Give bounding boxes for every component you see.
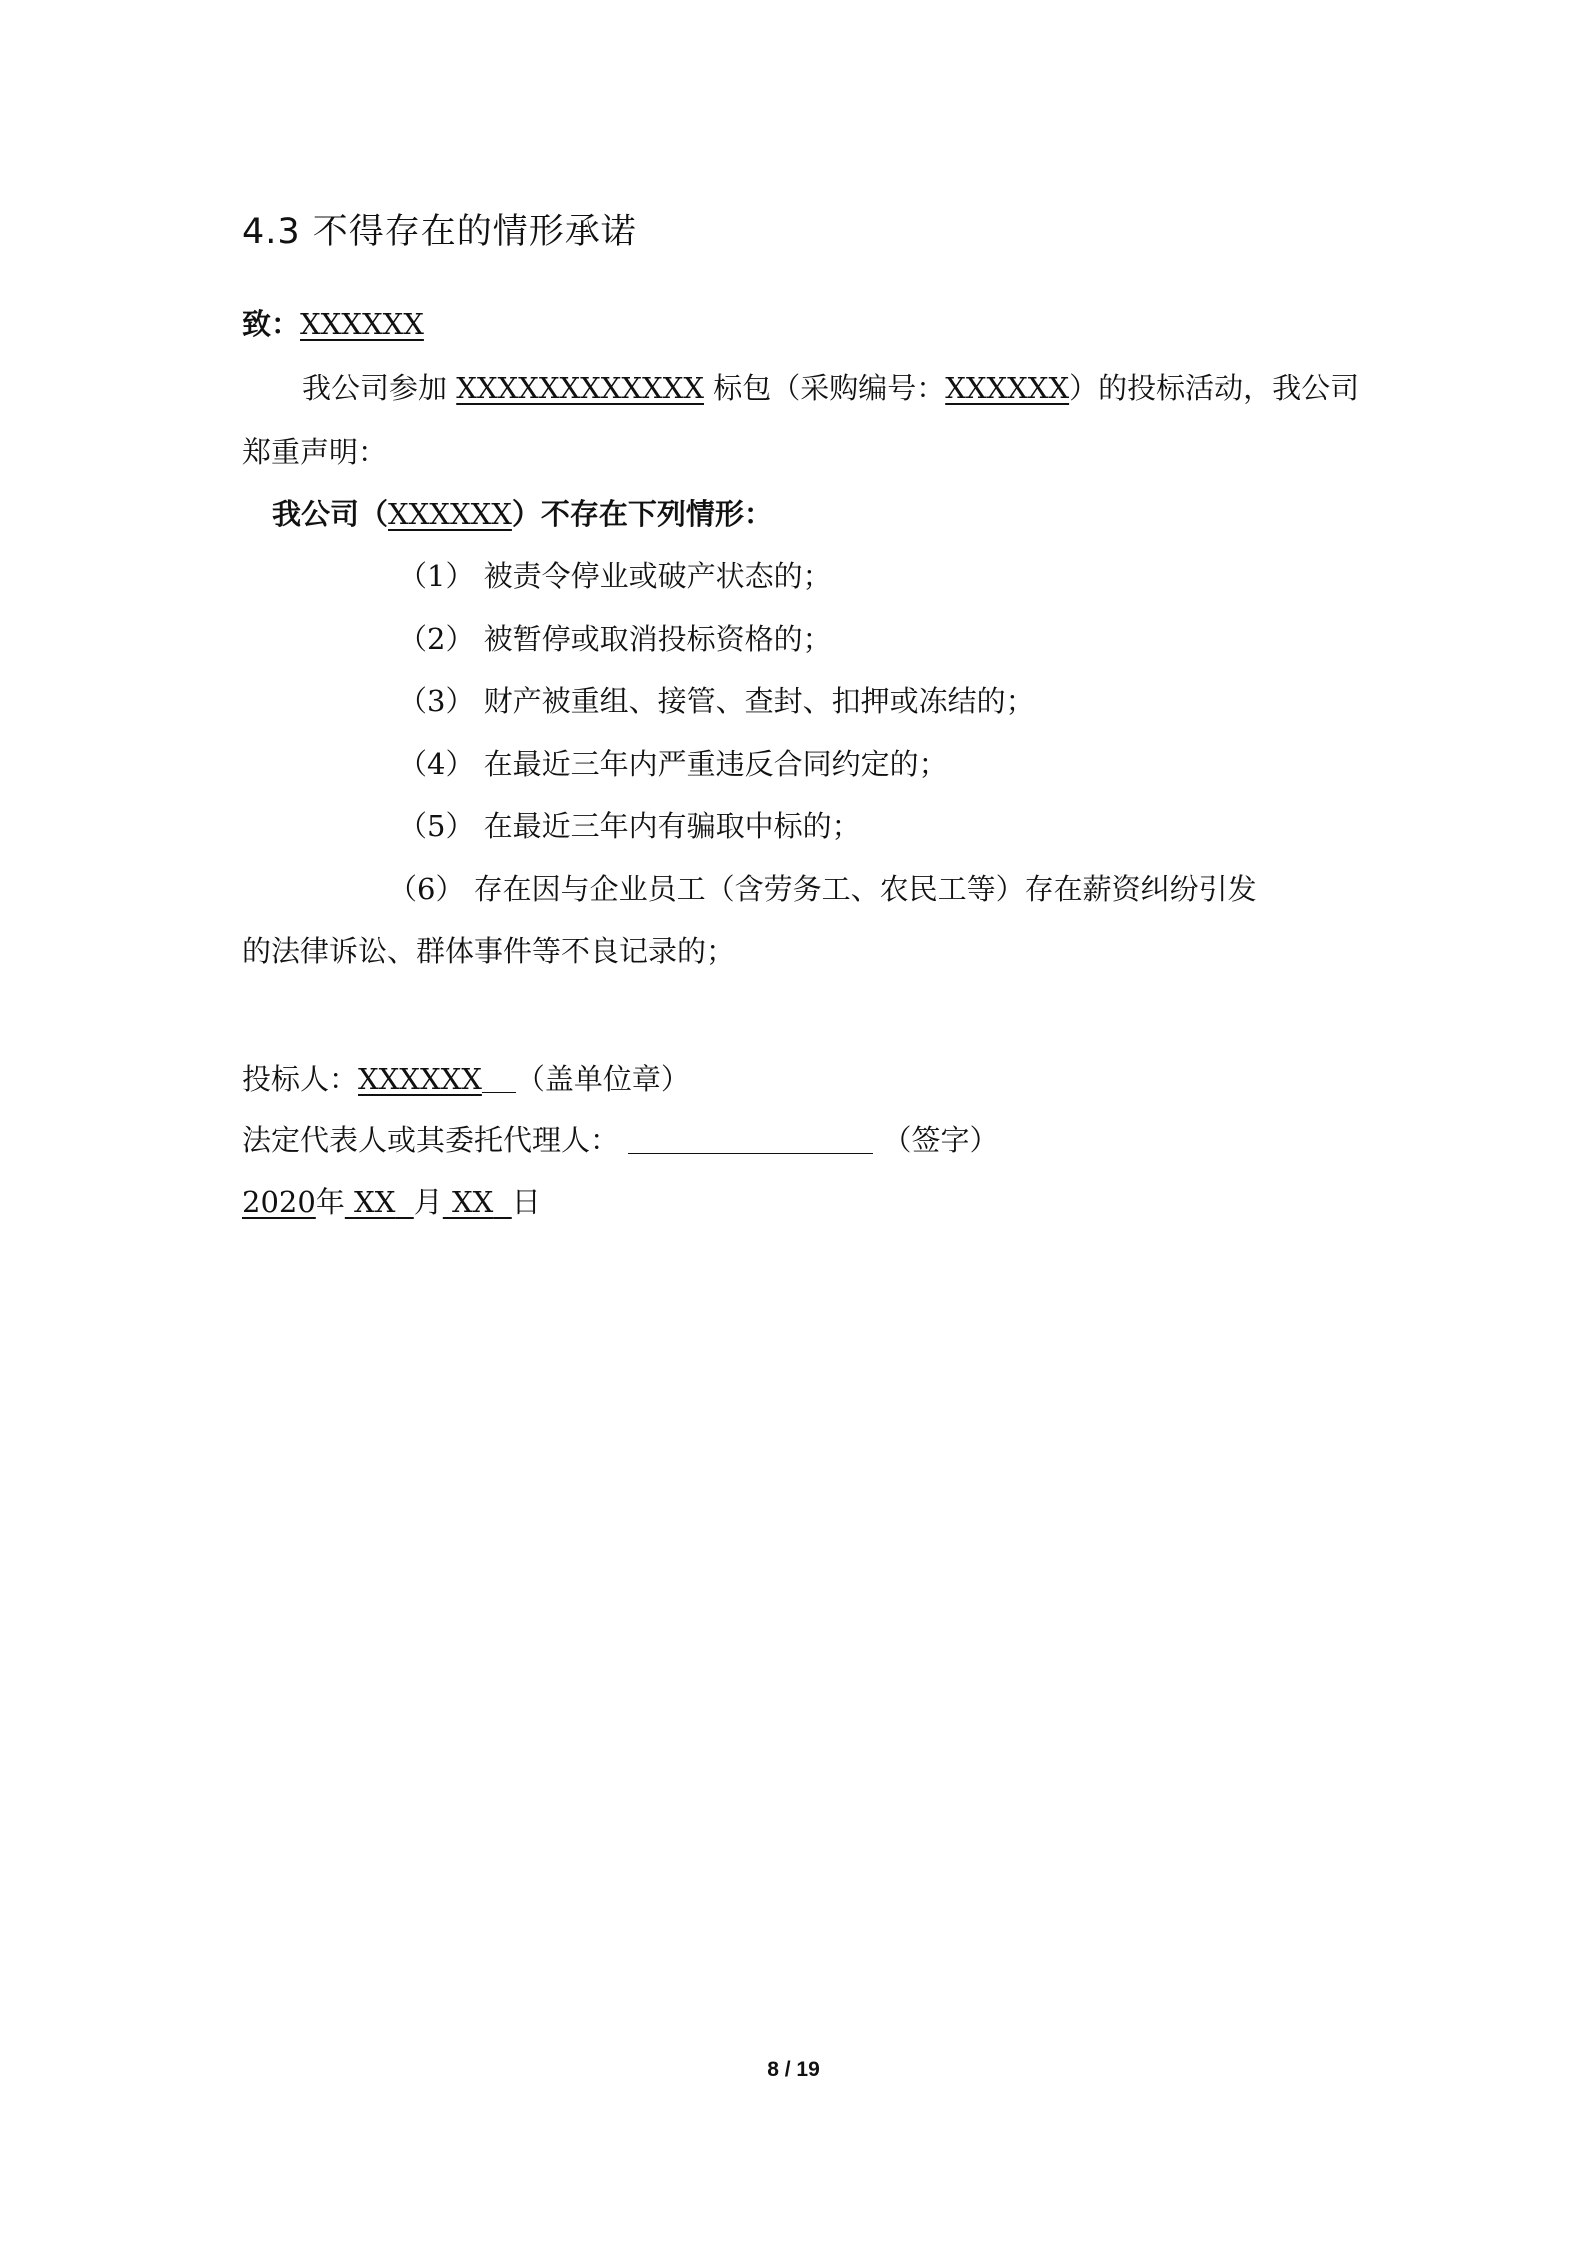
addressee-value: XXXXXX <box>300 307 424 341</box>
date-month <box>345 1185 414 1219</box>
date-day <box>443 1185 512 1219</box>
list-item-cont: 的法律诉讼、群体事件等不良记录的； <box>242 934 736 968</box>
declaration-text: 我公司（ <box>272 497 389 531</box>
month-unit: 月 <box>413 1185 443 1219</box>
list-item <box>398 621 832 657</box>
item-number: （6） <box>388 872 465 906</box>
section-title: 4.3 不得存在的情形承诺 <box>242 212 637 252</box>
representative-line <box>242 1122 998 1158</box>
project-name: XXXXXXXXXXXX <box>456 371 704 405</box>
signature-blank <box>628 1125 873 1154</box>
date-line <box>242 1184 541 1220</box>
item-number: （4） <box>398 747 475 781</box>
list-item <box>398 558 832 594</box>
bidder-value: XXXXXX <box>358 1062 482 1096</box>
date-year: 2020 <box>242 1185 316 1219</box>
page-number: 8 / 19 <box>767 2058 820 2081</box>
item-text: 被暂停或取消投标资格的； <box>483 622 832 656</box>
item-text: 在最近三年内严重违反合同约定的； <box>483 747 948 781</box>
bidder-label: 投标人： <box>242 1062 359 1096</box>
bidder-line <box>242 1061 690 1097</box>
item-text: 财产被重组、接管、查封、扣押或冻结的； <box>483 684 1035 718</box>
list-item <box>398 808 861 844</box>
item-text: 在最近三年内有骗取中标的； <box>483 809 861 843</box>
item-number: （2） <box>398 622 475 656</box>
list-item <box>388 871 1257 907</box>
month-value: XX <box>354 1185 396 1219</box>
item-text: 存在因与企业员工（含劳务工、农民工等）存在薪资纠纷引发 <box>473 872 1257 906</box>
item-number: （3） <box>398 684 475 718</box>
declaration-text: ）不存在下列情形： <box>511 497 773 531</box>
company-name: XXXXXX <box>388 497 512 531</box>
addressee-prefix: 致： <box>242 307 301 341</box>
representative-label: 法定代表人或其委托代理人： <box>242 1123 620 1157</box>
intro-text: 标包（采购编号： <box>713 371 946 405</box>
year-unit: 年 <box>315 1185 345 1219</box>
item-text: 被责令停业或破产状态的； <box>483 559 832 593</box>
intro-paragraph <box>302 370 1359 406</box>
day-value: XX <box>452 1185 494 1219</box>
declaration-line <box>272 496 773 532</box>
day-unit: 日 <box>511 1185 541 1219</box>
representative-note: （签字） <box>882 1123 999 1157</box>
list-item <box>398 683 1035 719</box>
item-number: （1） <box>398 559 475 593</box>
intro-paragraph-cont: 郑重声明： <box>242 435 388 469</box>
bidder-blank <box>482 1064 516 1093</box>
bidder-note: （盖单位章） <box>515 1062 690 1096</box>
addressee-line <box>242 306 424 342</box>
intro-text: 我公司参加 <box>302 371 448 405</box>
list-item <box>398 746 948 782</box>
item-number: （5） <box>398 809 475 843</box>
intro-text: ）的投标活动，我公司 <box>1069 371 1360 405</box>
procurement-number: XXXXXX <box>945 371 1070 405</box>
